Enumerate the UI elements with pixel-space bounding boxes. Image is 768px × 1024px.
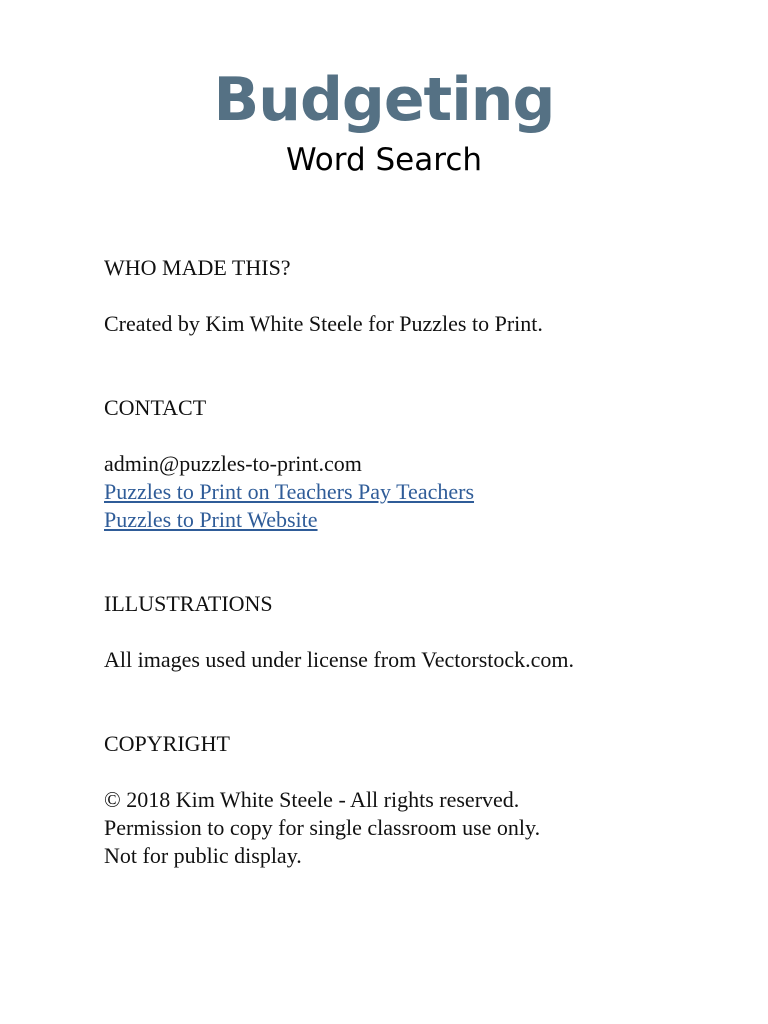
page-header	[0, 62, 768, 180]
public-display-line: Not for public display.	[104, 843, 302, 868]
section-illustrations	[104, 590, 724, 674]
section-who-made-this	[104, 254, 724, 338]
contact-email: admin@puzzles-to-print.com	[104, 451, 362, 476]
copyright-line: © 2018 Kim White Steele - All rights reserved.	[104, 787, 520, 812]
section-contact	[104, 394, 724, 534]
info-content	[104, 254, 724, 926]
page-subtitle: Word Search	[285, 142, 483, 178]
illustrations-text: All images used under license from Vectorstock.com.	[104, 647, 575, 672]
section-heading-illustrations: ILLUSTRATIONS	[104, 591, 273, 616]
section-copyright	[104, 730, 724, 870]
creator-text: Created by Kim White Steele for Puzzles to Print.	[104, 311, 543, 336]
page-title: Budgeting	[213, 65, 555, 135]
section-heading-copyright: COPYRIGHT	[104, 731, 230, 756]
section-heading-who: WHO MADE THIS?	[104, 255, 291, 280]
section-heading-contact: CONTACT	[104, 395, 207, 420]
permission-line: Permission to copy for single classroom use only.	[104, 815, 541, 840]
website-link[interactable]: Puzzles to Print Website	[104, 507, 318, 532]
tpt-store-link[interactable]: Puzzles to Print on Teachers Pay Teachers	[104, 479, 475, 504]
